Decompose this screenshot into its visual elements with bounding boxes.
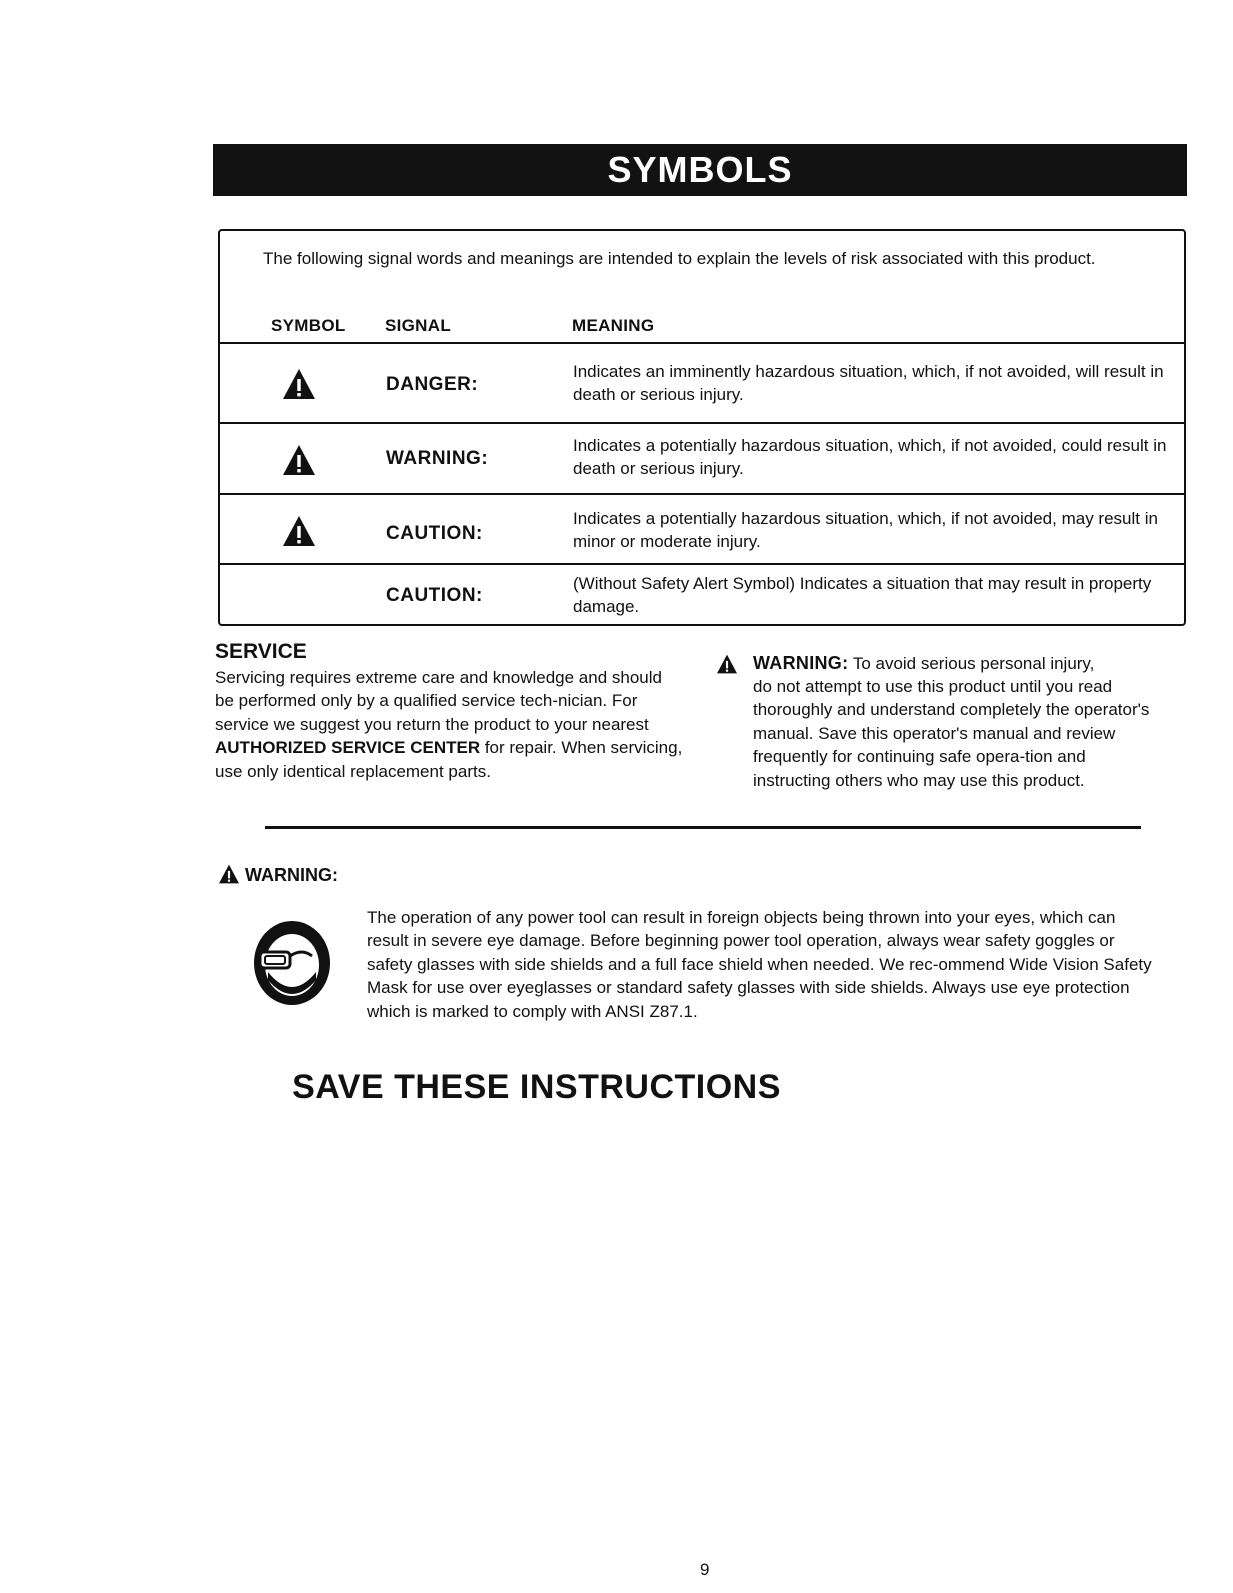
table-row-danger — [218, 342, 1186, 422]
column-header-meaning: MEANING — [572, 316, 655, 335]
intro-text: The following signal words and meanings are intended to explain the levels of risk associated with this product. — [263, 249, 1096, 268]
manual-warning-label: WARNING: — [753, 653, 849, 673]
service-text: Servicing requires extreme care and knowledge and should be performed only by a qualified service tech-nician. For service we suggest you return the product to your nearest AUTHORIZED SERVICE CENTER for repair. When servicing, use only identical replacement parts. — [215, 668, 683, 781]
meaning-warning: Indicates a potentially hazardous situation, which, if not avoided, could result in death or serious injury. — [573, 436, 1167, 478]
eye-warning-text: The operation of any power tool can result in foreign objects being thrown into your eyes, which can result in severe eye damage. Before beginning power tool operation, always wear safety goggles or safety glasses with side shields and a full face shield when needed. We rec-ommend Wide Vision Safety Mask for use over eyeglasses or standard safety glasses with side shields. Always use eye protection which is marked to comply with ANSI Z87.1. — [367, 908, 1152, 1021]
column-header-symbol: SYMBOL — [271, 316, 346, 335]
safety-goggles-icon — [252, 920, 332, 1006]
signal-warning: WARNING: — [386, 448, 489, 469]
page-title: SYMBOLS — [213, 144, 1187, 196]
meaning-danger: Indicates an imminently hazardous situation, which, if not avoided, will result in death or serious injury. — [573, 362, 1164, 404]
table-row-caution-property — [218, 563, 1186, 626]
divider — [265, 826, 1141, 829]
eye-warning-label: WARNING: — [245, 865, 339, 885]
safety-alert-triangle-icon — [218, 864, 240, 884]
signal-caution-property: CAUTION: — [386, 585, 483, 606]
signal-danger: DANGER: — [386, 374, 479, 395]
signal-caution: CAUTION: — [386, 523, 483, 544]
column-header-signal: SIGNAL — [385, 316, 452, 335]
table-row-caution — [218, 493, 1186, 563]
meaning-caution: Indicates a potentially hazardous situation, which, if not avoided, may result in minor or moderate injury. — [573, 509, 1158, 551]
save-instructions-heading: SAVE THESE INSTRUCTIONS — [292, 1068, 781, 1106]
service-heading: SERVICE — [215, 640, 307, 663]
safety-alert-triangle-icon — [282, 515, 316, 547]
manual-warning-first-line: To avoid serious personal injury, — [852, 654, 1095, 673]
manual-warning-text: do not attempt to use this product until you read thoroughly and understand completely the operator's manual. Save this operator's manual and review frequently for continuing safe opera-tion and instructing others who may use this product. — [753, 677, 1150, 790]
safety-alert-triangle-icon — [282, 444, 316, 476]
page-number: 9 — [700, 1560, 710, 1579]
eye-warning-heading — [218, 864, 338, 886]
safety-alert-triangle-icon — [282, 368, 316, 400]
meaning-caution-property: (Without Safety Alert Symbol) Indicates a situation that may result in property damage. — [573, 574, 1152, 616]
table-row-warning — [218, 422, 1186, 493]
safety-alert-triangle-icon — [716, 654, 738, 674]
